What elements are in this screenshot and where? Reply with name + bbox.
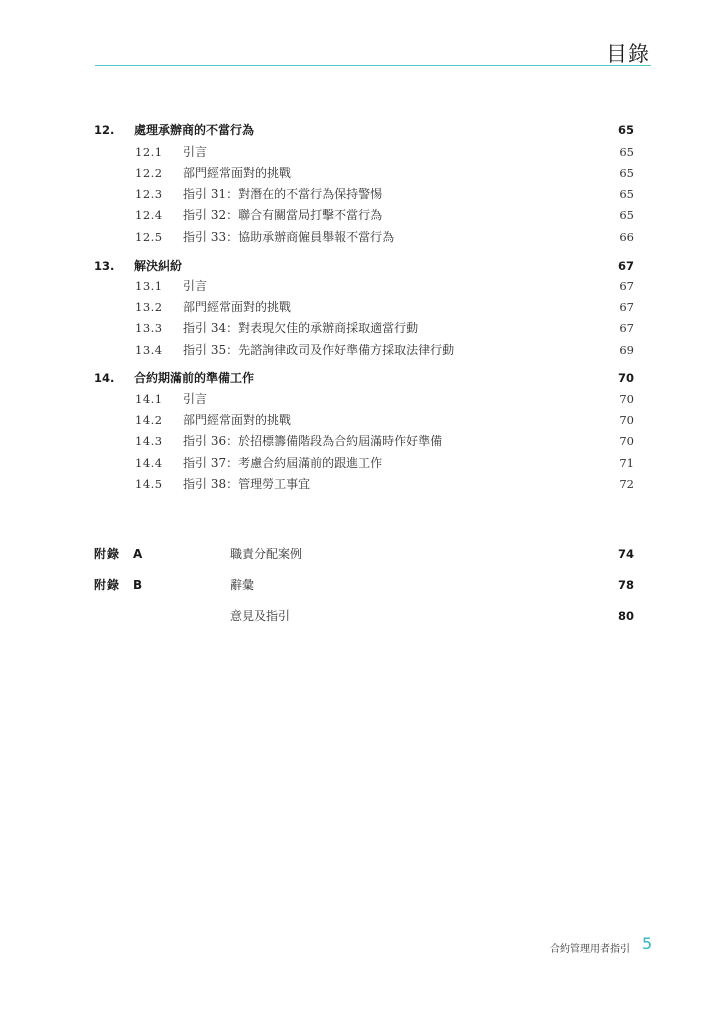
toc-item[interactable] [0,164,728,182]
appendix-title: 辭彙 [230,578,255,592]
item-title: 部門經常面對的挑戰 [183,300,292,314]
section-page: 65 [617,123,634,137]
item-title: 指引 32：聯合有關當局打擊不當行為 [183,208,383,222]
item-title: 指引 33：協助承辦商僱員舉報不當行為 [183,230,395,244]
footer-page-number: 5 [642,934,653,953]
toc-appendix-a[interactable] [0,545,728,563]
item-page: 65 [619,145,634,159]
toc-item[interactable] [0,454,728,472]
item-number: 12.5 [135,230,163,244]
header-divider [95,65,651,66]
appendix-title: 職責分配案例 [230,547,303,561]
toc-section-13[interactable] [0,257,728,275]
section-title: 處理承辦商的不當行為 [134,123,255,137]
item-number: 12.3 [135,187,163,201]
item-page: 66 [619,230,634,244]
item-page: 70 [619,434,634,448]
item-page: 65 [619,187,634,201]
toc-section-14[interactable] [0,369,728,387]
item-title: 引言 [183,145,208,159]
appendix-page: 78 [617,578,634,592]
toc-item[interactable] [0,228,728,246]
item-title: 指引 36：於招標籌備階段為合約屆滿時作好準備 [183,434,443,448]
item-page: 69 [619,343,634,357]
appendix-label: 附錄 B [94,578,144,592]
item-number: 14.3 [135,434,163,448]
appendix-label: 附錄 A [94,547,144,561]
item-number: 13.4 [135,343,163,357]
section-number: 14. [94,371,115,385]
item-title: 部門經常面對的挑戰 [183,413,292,427]
appendix-title: 意見及指引 [230,609,291,623]
toc-item[interactable] [0,206,728,224]
toc-section-12[interactable] [0,121,728,139]
appendix-page: 80 [617,609,634,623]
item-page: 67 [619,321,634,335]
item-title: 指引 38：管理勞工事宜 [183,477,311,491]
item-page: 65 [619,166,634,180]
item-page: 71 [619,456,634,470]
toc-item[interactable] [0,341,728,359]
toc-appendix-b[interactable] [0,576,728,594]
section-number: 13. [94,259,115,273]
toc-item[interactable] [0,390,728,408]
section-title: 解決糾紛 [134,259,183,273]
appendix-page: 74 [617,547,634,561]
toc-item[interactable] [0,319,728,337]
item-number: 14.2 [135,413,163,427]
footer-title: 合約管理用者指引 [550,944,630,955]
item-page: 70 [619,392,634,406]
section-number: 12. [94,123,115,137]
item-number: 14.4 [135,456,163,470]
item-number: 13.3 [135,321,163,335]
item-number: 13.2 [135,300,163,314]
item-page: 65 [619,208,634,222]
item-page: 67 [619,300,634,314]
toc-item[interactable] [0,185,728,203]
toc-item[interactable] [0,298,728,316]
toc-item[interactable] [0,143,728,161]
item-title: 指引 35：先諮詢律政司及作好準備方採取法律行動 [183,343,455,357]
item-title: 指引 31：對潛在的不當行為保持警惕 [183,187,383,201]
section-title: 合約期滿前的準備工作 [134,371,255,385]
toc-item[interactable] [0,411,728,429]
item-title: 部門經常面對的挑戰 [183,166,292,180]
item-number: 13.1 [135,279,163,293]
item-title: 引言 [183,392,208,406]
toc-feedback[interactable] [0,607,728,625]
item-page: 70 [619,413,634,427]
item-number: 12.4 [135,208,163,222]
item-page: 72 [619,477,634,491]
item-number: 12.2 [135,166,163,180]
item-number: 12.1 [135,145,163,159]
toc-item[interactable] [0,475,728,493]
item-title: 引言 [183,279,208,293]
item-page: 67 [619,279,634,293]
toc-item[interactable] [0,432,728,450]
item-title: 指引 37：考慮合約屆滿前的跟進工作 [183,456,383,470]
toc-item[interactable] [0,277,728,295]
item-number: 14.1 [135,392,163,406]
item-number: 14.5 [135,477,163,491]
item-title: 指引 34：對表現欠佳的承辦商採取適當行動 [183,321,419,335]
page-title: 目錄 [606,42,650,66]
section-page: 67 [617,259,634,273]
section-page: 70 [617,371,634,385]
